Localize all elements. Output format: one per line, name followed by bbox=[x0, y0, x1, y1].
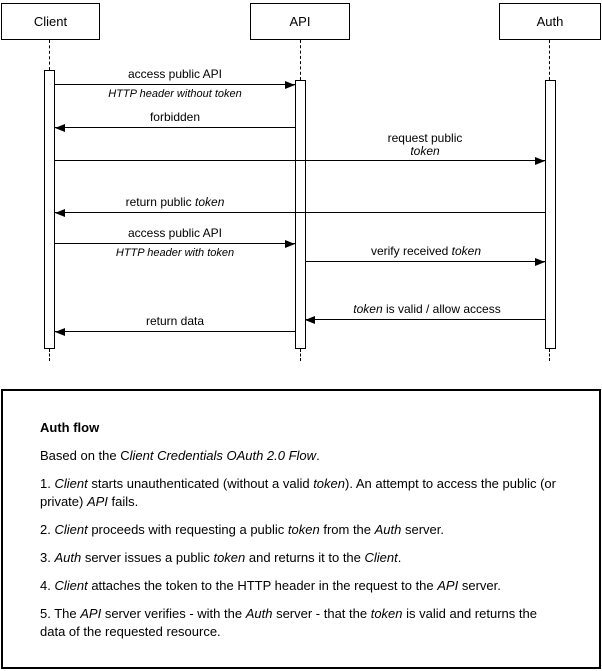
activation-bar-auth bbox=[545, 80, 556, 349]
message-label: access public API bbox=[127, 226, 223, 240]
arrowhead-right-icon bbox=[285, 81, 295, 89]
message-arrow-left bbox=[55, 331, 295, 332]
activation-bar-api bbox=[295, 80, 306, 349]
message-label: token is valid / allow access bbox=[353, 302, 501, 316]
message-sublabel: HTTP header without token bbox=[108, 88, 242, 100]
note-paragraph-step-3: 3. Auth server issues a public token and returns it to the Client. bbox=[40, 550, 402, 565]
note-box bbox=[1, 389, 601, 669]
note-title: Auth flow bbox=[40, 420, 100, 435]
message-arrow-right bbox=[305, 261, 545, 262]
actor-label-client: Client bbox=[33, 14, 68, 29]
message-label: return public token bbox=[125, 195, 225, 209]
arrowhead-right-icon bbox=[535, 157, 545, 165]
lifeline-client-bottom bbox=[49, 349, 50, 361]
actor-box-auth bbox=[499, 3, 601, 40]
arrowhead-right-icon bbox=[535, 258, 545, 266]
message-label: request public bbox=[387, 131, 463, 145]
note-paragraph-step-2: 2. Client proceeds with requesting a public token from the Auth server. bbox=[40, 522, 445, 537]
message-arrow-left bbox=[305, 319, 545, 320]
note-paragraph-intro: Based on the Client Credentials OAuth 2.0 Flow. bbox=[40, 448, 320, 463]
actor-box-api bbox=[250, 3, 350, 40]
message-arrow-left bbox=[55, 212, 545, 213]
lifeline-api-top bbox=[300, 40, 301, 80]
message-arrow-right bbox=[55, 243, 295, 244]
arrowhead-left-icon bbox=[55, 209, 65, 217]
activation-bar-client bbox=[44, 70, 55, 349]
actor-label-auth: Auth bbox=[536, 14, 564, 29]
actor-label-api: API bbox=[289, 14, 311, 29]
arrowhead-right-icon bbox=[285, 240, 295, 248]
message-arrow-right bbox=[55, 160, 545, 161]
message-label: access public API bbox=[127, 67, 223, 81]
message-sublabel: HTTP header with token bbox=[115, 247, 235, 259]
arrowhead-left-icon bbox=[305, 316, 315, 324]
message-label: verify received token bbox=[370, 244, 482, 258]
actor-box-client bbox=[1, 3, 100, 40]
message-label-line2: token bbox=[410, 144, 440, 158]
note-paragraph-step-4: 4. Client attaches the token to the HTTP header in the request to the API server. bbox=[40, 578, 501, 593]
arrowhead-left-icon bbox=[55, 124, 65, 132]
lifeline-client-top bbox=[49, 40, 50, 70]
message-arrow-right bbox=[55, 84, 295, 85]
message-arrow-left bbox=[55, 127, 295, 128]
arrowhead-left-icon bbox=[55, 328, 65, 336]
message-label: forbidden bbox=[149, 110, 201, 124]
lifeline-auth-top bbox=[549, 40, 550, 80]
note-paragraph-step-1: 1. Client starts unauthenticated (without a valid token). An attempt to access the public (or private) API fails. bbox=[40, 476, 556, 509]
message-label: return data bbox=[145, 314, 205, 328]
lifeline-api-bottom bbox=[300, 349, 301, 361]
lifeline-auth-bottom bbox=[549, 349, 550, 361]
note-paragraph-step-5: 5. The API server verifies - with the Auth server - that the token is valid and returns the data of the requested resource. bbox=[40, 606, 537, 639]
